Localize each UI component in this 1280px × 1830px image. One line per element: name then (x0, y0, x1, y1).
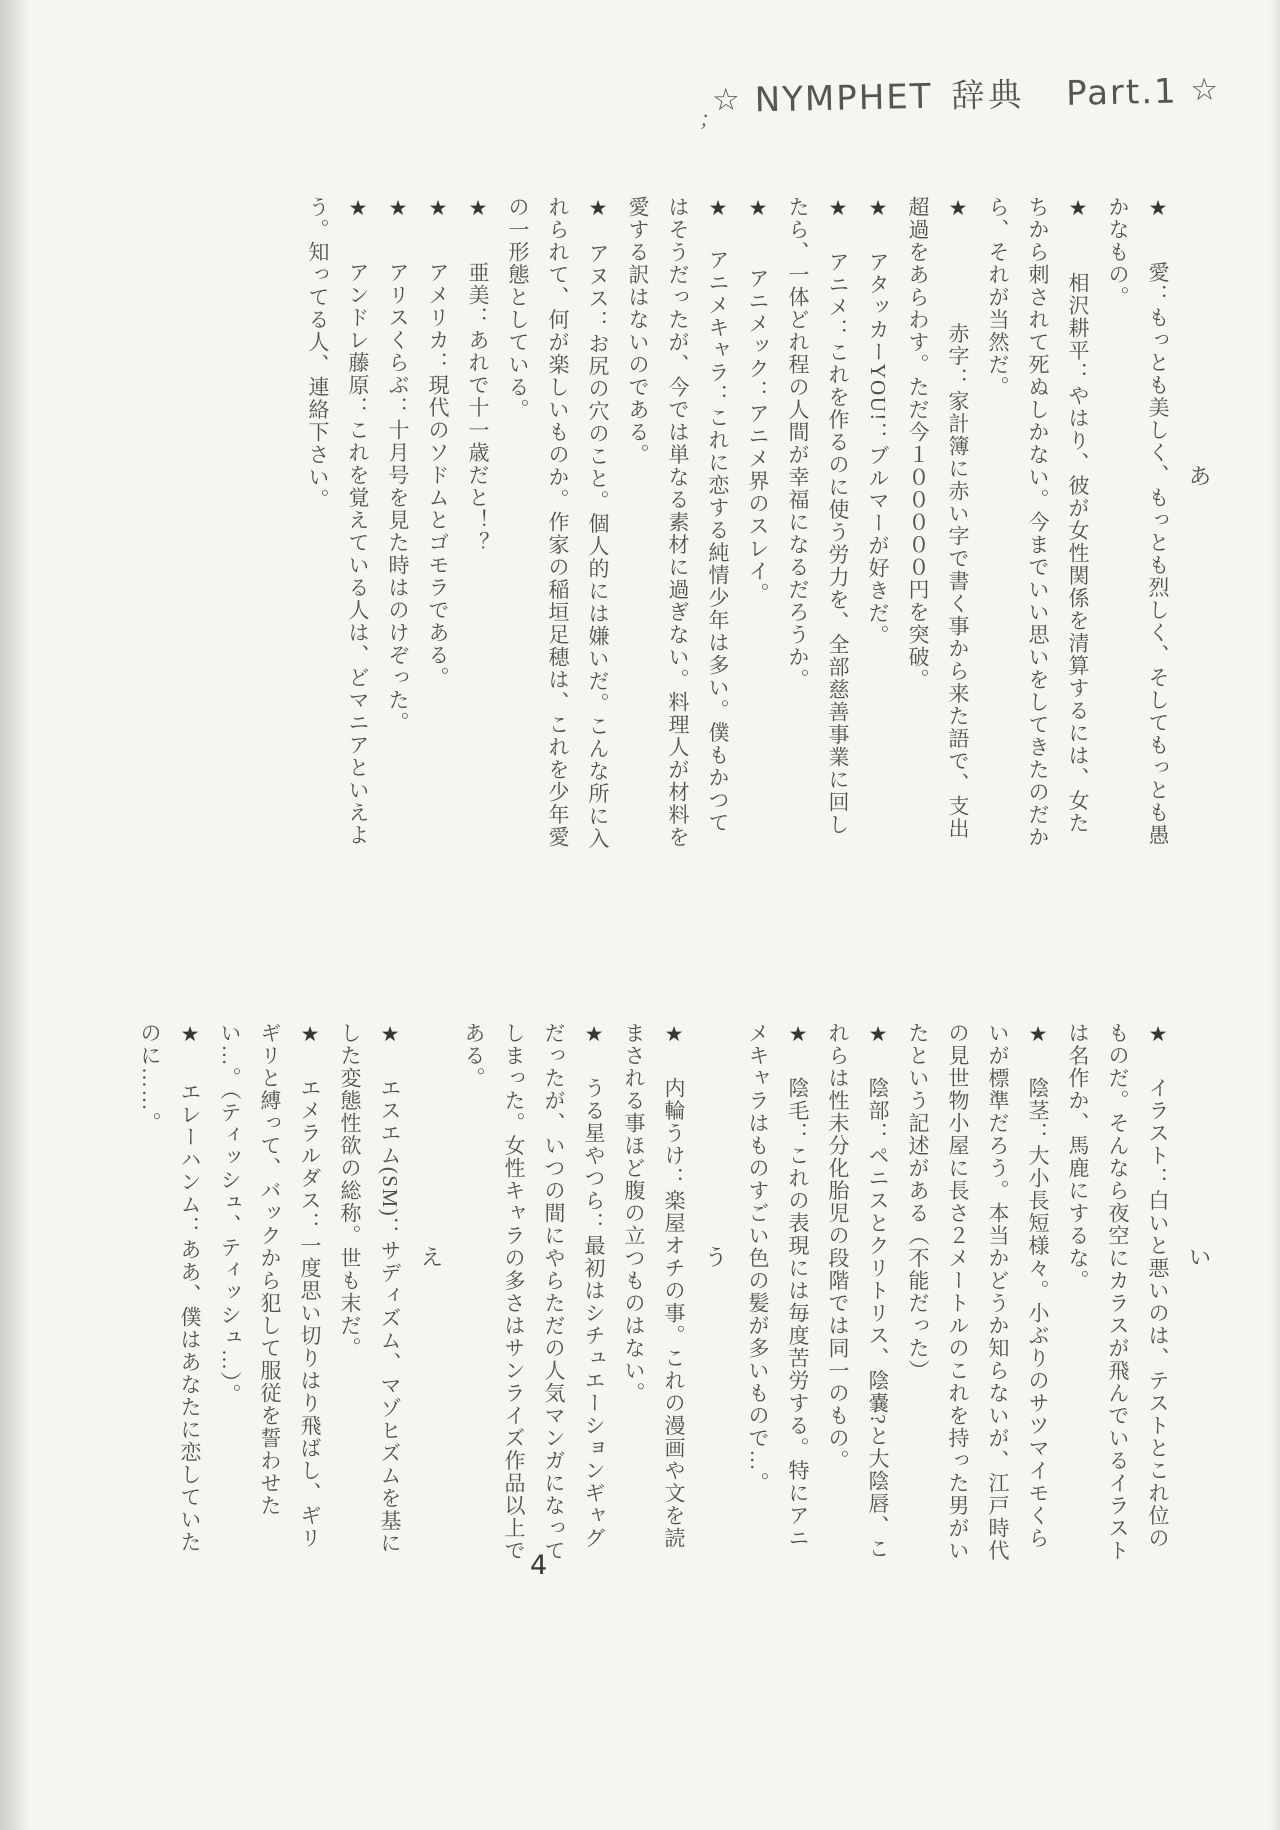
entry-term: エスエム(SM) (378, 1076, 402, 1218)
star-bullet-icon: ★ (746, 196, 770, 222)
star-bullet-icon: ★ (1066, 196, 1090, 222)
star-bullet-icon: ★ (706, 196, 730, 222)
entry-separator: ： (946, 367, 970, 390)
star-bullet-icon: ★ (1146, 196, 1170, 222)
dictionary-entry (298, 196, 378, 856)
entry-term: 亜美 (466, 261, 490, 307)
star-bullet-icon: ★ (866, 1022, 890, 1048)
entry-term: アタッカーYOU! (866, 250, 890, 422)
star-bullet-icon: ★ (1026, 1022, 1050, 1048)
entry-definition: 十月号を見た時はのけぞった。 (386, 418, 410, 734)
dictionary-entry (1098, 196, 1178, 856)
dictionary-entry (778, 196, 858, 856)
entry-separator: ： (826, 318, 850, 341)
star-bullet-icon: ★ (786, 1022, 810, 1048)
entry-separator: ： (386, 396, 410, 419)
dictionary-entry (898, 1022, 1058, 1570)
entry-definition: これに恋する純情少年は多い。僕もかつてはそうだったが、今では単なる素材に過ぎない。料理人が材料を愛する訳はないのである。 (626, 196, 730, 849)
dictionary-entry (498, 196, 618, 856)
star-bullet-icon: ★ (586, 196, 610, 222)
dictionary-entry (858, 196, 898, 856)
entry-separator: ： (1066, 361, 1090, 385)
entry-term: 内輪うけ (662, 1076, 686, 1167)
dictionary-entry (378, 196, 418, 856)
section-marker-あ (1178, 196, 1222, 856)
entry-term: エメラルダス (298, 1076, 322, 1212)
dictionary-entry (418, 196, 458, 856)
entry-definition: 家計簿に赤い字で書く事から来た語で、支出超過をあらわす。ただ今１０００００円を突破。 (906, 196, 970, 840)
entry-term: アリスくらぶ (386, 261, 410, 397)
entry-definition: サディズム、マゾヒズムを基にした変態性欲の総称。世も末だ。 (338, 1022, 402, 1555)
entry-term: アヌス (586, 242, 610, 310)
page-number: 4 (530, 1550, 548, 1581)
entry-definition: 楽屋オチの事。これの漫画や文を読まされる事ほど腹の立つものはない。 (622, 1022, 686, 1550)
entry-definition: 最初はシチュエーションギャグだったが、いつの間にやらただの人気マンガになってしまった。女性キャラの多さはサンライズ作品以上である。 (462, 1022, 606, 1562)
entry-term: アニメック (746, 267, 770, 381)
star-bullet-icon: ★ (826, 196, 850, 222)
entry-definition: 現代のソドムとゴモラである。 (426, 373, 450, 689)
entry-term: 陰部 (866, 1076, 890, 1122)
dictionary-entry (454, 1022, 614, 1570)
entry-definition: これの表現には毎度苦労する。特にアニメキャラはものすごい色の髪が多いもので…。 (746, 1022, 810, 1550)
dictionary-entry (738, 196, 778, 856)
title-main-text: NYMPHET (754, 76, 933, 121)
entry-definition: 一度思い切りはり飛ばし、ギリギリと縛って、バックから犯して服従を誓わせたい…。（ティッシュ、ティッシュ…）。 (218, 1022, 322, 1550)
entry-term: 陰茎 (1026, 1076, 1050, 1122)
section-marker-kana: え (420, 1245, 444, 1271)
entry-separator: ： (178, 1216, 202, 1239)
star-bullet-icon: ★ (378, 1022, 402, 1048)
dictionary-entry (618, 196, 738, 856)
entry-definition: 白いと悪いのは、テストとこれ位のものだ。そんなら夜空にカラスが飛んでいるイラストは名作か、馬鹿にするな。 (1066, 1022, 1170, 1562)
entry-separator: ： (582, 1211, 606, 1235)
star-bullet-icon: ★ (178, 1022, 202, 1048)
entry-separator: ： (426, 351, 450, 374)
entry-separator: ： (662, 1166, 686, 1190)
entry-separator: ： (1026, 1121, 1050, 1145)
entry-term: 陰毛 (786, 1076, 810, 1122)
entry-term: 赤字 (946, 322, 970, 368)
entry-separator: ： (866, 1121, 890, 1145)
star-bullet-icon: ★ (946, 196, 970, 222)
entry-definition: ブルマーが好きだ。 (866, 444, 890, 647)
entry-definition: 大小長短様々。小ぶりのサツマイモくらいが標準だろう。本当かどうか知らないが、江戸時代の見世物小屋に長さ２メートルのこれを持った男がいたという記述がある（不能だった） (906, 1022, 1050, 1562)
entry-definition: ああ、僕はあなたに恋していたのに……。 (138, 1022, 202, 1554)
entry-definition: やはり、彼が女性関係を清算するには、女たちから刺されて死ぬしかない。今までいい思いをしてきたのだから、それが当然だ。 (986, 196, 1090, 849)
page-title (712, 65, 1221, 123)
section-marker-い (1178, 1022, 1222, 1570)
entry-separator: ： (586, 310, 610, 333)
star-bullet-icon: ★ (426, 196, 450, 222)
title-part-text: Part.1 (1065, 71, 1179, 114)
section-marker-う (694, 1022, 738, 1570)
star-bullet-icon: ★ (386, 196, 410, 222)
dictionary-block-top (298, 196, 1222, 856)
entry-term: アンドレ藤原 (346, 261, 370, 397)
entry-term: アニメ (826, 250, 850, 319)
dictionary-entry (330, 1022, 410, 1570)
title-dict-text: 辞典 (950, 74, 1026, 116)
entry-separator: ： (1146, 1166, 1170, 1190)
star-bullet-icon: ★ (346, 196, 370, 222)
entry-separator: ： (706, 383, 730, 407)
entry-term: アメリカ (426, 261, 450, 352)
entry-definition: これを作るのに使う労力を、全部慈善事業に回したら、一体どれ程の人間が幸福になるだろうか。 (786, 196, 850, 836)
entry-separator: ： (746, 380, 770, 403)
dictionary-entry (818, 1022, 898, 1570)
entry-definition: あれで十一歳だと！？ (466, 328, 490, 554)
star-bullet-icon: ★ (1146, 1022, 1170, 1048)
section-marker-え (410, 1022, 454, 1570)
dictionary-entry (738, 1022, 818, 1570)
dictionary-entry (458, 196, 498, 856)
title-star-right-icon: ☆ (1190, 71, 1221, 109)
entry-term: 愛 (1146, 261, 1170, 284)
title-star-left-icon: ☆ (711, 81, 743, 119)
dictionary-entry (898, 196, 978, 856)
entry-definition: もっとも美しく、もっとも烈しく、そしてもっとも愚かなもの。 (1106, 196, 1170, 847)
star-bullet-icon: ★ (298, 1022, 322, 1048)
entry-separator: ： (298, 1211, 322, 1235)
dictionary-entry (978, 196, 1098, 856)
star-bullet-icon: ★ (866, 196, 890, 222)
entry-term: イラスト (1146, 1076, 1170, 1167)
entry-separator: ： (866, 421, 890, 445)
entry-definition: アニメ界のスレイ。 (746, 402, 770, 606)
entry-separator: ： (466, 306, 490, 329)
dictionary-entry (1058, 1022, 1178, 1570)
entry-separator: ： (786, 1121, 810, 1145)
dictionary-block-bottom (130, 1022, 1222, 1570)
section-marker-kana: い (1188, 1245, 1212, 1271)
stray-pen-mark: ； (697, 106, 724, 136)
entry-term: アニメキャラ (706, 248, 730, 384)
star-bullet-icon: ★ (582, 1022, 606, 1048)
dictionary-entry (130, 1022, 210, 1570)
entry-separator: ： (1146, 283, 1170, 307)
entry-separator: ： (378, 1217, 402, 1240)
entry-definition: これを覚えている人は、どマニアといえよう。知ってる人、連絡下さい。 (306, 196, 370, 847)
section-marker-kana: う (704, 1245, 728, 1271)
entry-term: 相沢耕平 (1066, 271, 1090, 362)
entry-definition: お尻の穴のこと。個人的には嫌いだ。こんな所に入れられて、何が楽しいものか。作家の稲垣足穂は、これを少年愛の一形態としている。 (506, 196, 610, 850)
star-bullet-icon: ★ (466, 196, 490, 222)
section-marker-kana: あ (1188, 464, 1212, 489)
entry-term: うる星やつら (582, 1076, 606, 1212)
entry-definition: ペニスとクリトリス、陰嚢?と大陰唇、これらは性未分化胎児の段階では同一のもの。 (826, 1022, 890, 1561)
dictionary-entry (210, 1022, 330, 1570)
entry-term: エレーハンム (178, 1081, 202, 1217)
dictionary-entry (614, 1022, 694, 1570)
entry-separator: ： (346, 396, 370, 419)
star-bullet-icon: ★ (662, 1022, 686, 1048)
